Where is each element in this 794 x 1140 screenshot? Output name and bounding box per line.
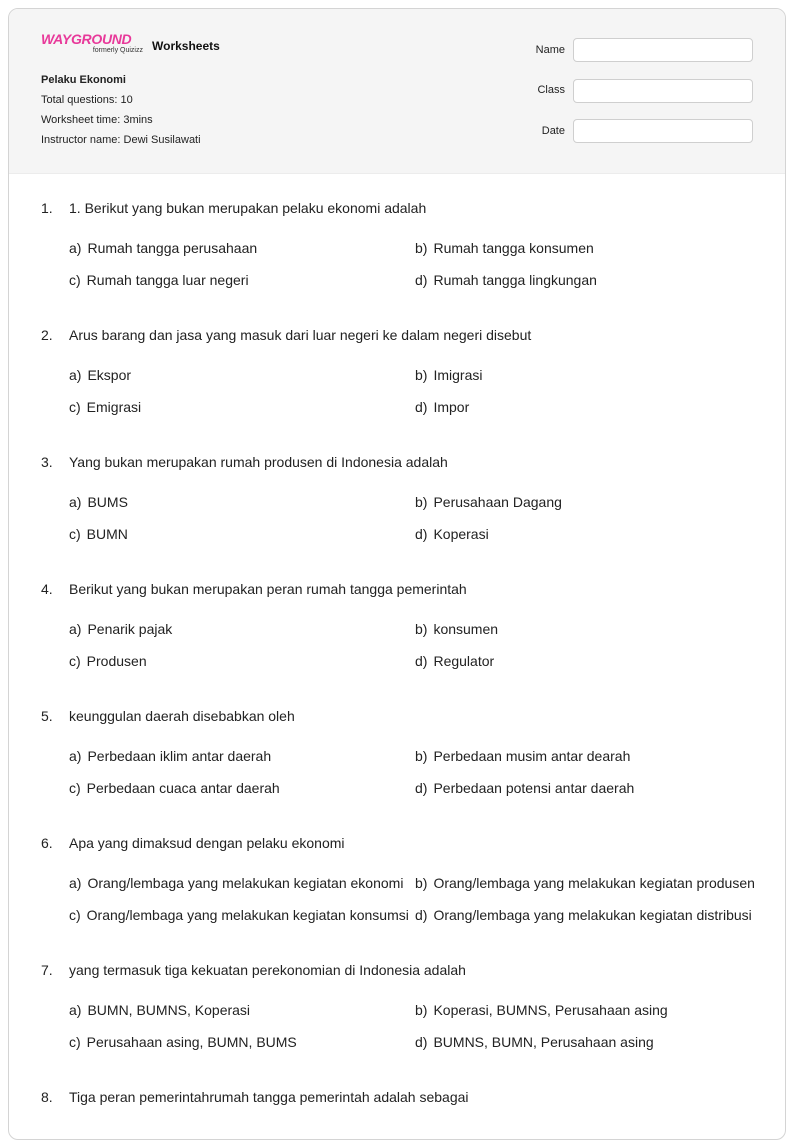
question-item — [9, 454, 785, 574]
class-field[interactable] — [573, 79, 753, 103]
answer-option — [69, 399, 141, 415]
worksheet-header — [9, 9, 785, 174]
option-letter: b) — [415, 1002, 428, 1018]
question-text: Yang bukan merupakan rumah produsen di Indonesia adalah — [69, 454, 448, 470]
answer-option — [415, 1034, 654, 1050]
answer-option — [415, 399, 469, 415]
option-text: Perbedaan cuaca antar daerah — [86, 780, 280, 796]
worksheet-title: Pelaku Ekonomi — [41, 74, 126, 86]
question-item — [9, 200, 785, 320]
option-letter: d) — [415, 399, 428, 415]
answer-option — [69, 1034, 297, 1050]
worksheet-page — [8, 8, 786, 1140]
option-text: BUMNS, BUMN, Perusahaan asing — [433, 1034, 654, 1050]
answer-option — [415, 526, 489, 542]
option-text: konsumen — [433, 621, 499, 637]
option-text: Rumah tangga konsumen — [433, 240, 594, 256]
option-letter: d) — [415, 272, 428, 288]
question-number: 2. — [41, 327, 53, 343]
option-letter: b) — [415, 621, 428, 637]
answer-option — [69, 240, 257, 256]
question-item — [9, 581, 785, 701]
option-text: BUMN — [86, 526, 128, 542]
option-text: Perbedaan musim antar dearah — [433, 748, 631, 764]
option-letter: d) — [415, 907, 428, 923]
question-number: 5. — [41, 708, 53, 724]
class-label: Class — [537, 84, 565, 96]
question-number: 7. — [41, 962, 53, 978]
option-text: Rumah tangga lingkungan — [433, 272, 597, 288]
answer-option — [415, 272, 597, 288]
option-letter: a) — [69, 1002, 82, 1018]
option-text: Ekspor — [87, 367, 132, 383]
answer-option — [415, 748, 630, 764]
answer-option — [69, 272, 249, 288]
option-letter: b) — [415, 367, 428, 383]
question-text: 1. Berikut yang bukan merupakan pelaku ekonomi adalah — [69, 200, 427, 216]
question-text: yang termasuk tiga kekuatan perekonomian di Indonesia adalah — [69, 962, 466, 978]
option-text: Koperasi — [433, 526, 489, 542]
logo-subtitle: formerly Quizizz — [92, 47, 143, 54]
question-number: 8. — [41, 1089, 53, 1105]
option-letter: c) — [69, 780, 81, 796]
option-letter: c) — [69, 1034, 81, 1050]
instructor-name: Instructor name: Dewi Susilawati — [41, 134, 201, 146]
option-letter: b) — [415, 875, 428, 891]
option-text: Produsen — [86, 653, 147, 669]
question-text: Berikut yang bukan merupakan peran rumah tangga pemerintah — [69, 581, 467, 597]
option-text: Perusahaan Dagang — [433, 494, 562, 510]
name-field[interactable] — [573, 38, 753, 62]
date-label: Date — [541, 125, 565, 137]
option-letter: a) — [69, 494, 82, 510]
question-number: 4. — [41, 581, 53, 597]
question-item — [9, 1089, 785, 1140]
answer-option — [69, 748, 271, 764]
total-questions: Total questions: 10 — [41, 94, 133, 106]
question-text: Tiga peran pemerintahrumah tangga pemerintah adalah sebagai — [69, 1089, 469, 1105]
answer-option — [415, 367, 482, 383]
worksheet-time: Worksheet time: 3mins — [41, 114, 153, 126]
option-letter: a) — [69, 748, 82, 764]
answer-option — [415, 240, 594, 256]
option-letter: b) — [415, 240, 428, 256]
option-letter: d) — [415, 653, 428, 669]
answer-option — [415, 653, 494, 669]
option-text: Regulator — [433, 653, 495, 669]
option-text: Perbedaan iklim antar daerah — [87, 748, 272, 764]
answer-option — [415, 780, 634, 796]
answer-option — [69, 875, 403, 891]
answer-option — [415, 1002, 668, 1018]
answer-option — [415, 907, 752, 923]
option-letter: b) — [415, 494, 428, 510]
option-letter: a) — [69, 621, 82, 637]
question-item — [9, 835, 785, 955]
option-letter: a) — [69, 875, 82, 891]
option-letter: c) — [69, 653, 81, 669]
option-text: Orang/lembaga yang melakukan kegiatan konsumsi — [86, 907, 409, 923]
answer-option — [69, 526, 128, 542]
option-text: Koperasi, BUMNS, Perusahaan asing — [433, 1002, 668, 1018]
option-letter: a) — [69, 240, 82, 256]
answer-option — [69, 621, 172, 637]
option-letter: b) — [415, 748, 428, 764]
answer-option — [69, 367, 131, 383]
question-item — [9, 962, 785, 1082]
answer-option — [69, 494, 128, 510]
question-number: 1. — [41, 200, 53, 216]
name-label: Name — [535, 44, 565, 56]
option-text: Perusahaan asing, BUMN, BUMS — [86, 1034, 297, 1050]
option-letter: c) — [69, 399, 81, 415]
option-letter: d) — [415, 526, 428, 542]
option-text: Rumah tangga perusahaan — [87, 240, 258, 256]
question-number: 3. — [41, 454, 53, 470]
question-item — [9, 327, 785, 447]
question-item — [9, 708, 785, 828]
option-letter: d) — [415, 1034, 428, 1050]
option-letter: a) — [69, 367, 82, 383]
answer-option — [69, 1002, 250, 1018]
option-text: Impor — [433, 399, 470, 415]
option-letter: c) — [69, 526, 81, 542]
option-text: Rumah tangga luar negeri — [86, 272, 249, 288]
answer-option — [69, 653, 147, 669]
question-text: Arus barang dan jasa yang masuk dari luar negeri ke dalam negeri disebut — [69, 327, 532, 343]
option-text: BUMN, BUMNS, Koperasi — [87, 1002, 251, 1018]
option-letter: c) — [69, 272, 81, 288]
option-letter: c) — [69, 907, 81, 923]
answer-option — [69, 780, 280, 796]
option-text: Orang/lembaga yang melakukan kegiatan produsen — [433, 875, 755, 891]
date-field[interactable] — [573, 119, 753, 143]
logo-wordmark: WAYGROUND — [41, 31, 132, 47]
option-text: Perbedaan potensi antar daerah — [433, 780, 635, 796]
option-text: Imigrasi — [433, 367, 483, 383]
answer-option — [415, 875, 755, 891]
option-text: Orang/lembaga yang melakukan kegiatan distribusi — [433, 907, 752, 923]
option-letter: d) — [415, 780, 428, 796]
answer-option — [69, 907, 409, 923]
question-number: 6. — [41, 835, 53, 851]
question-text: Apa yang dimaksud dengan pelaku ekonomi — [69, 835, 345, 851]
option-text: Penarik pajak — [87, 621, 173, 637]
answer-option — [415, 621, 498, 637]
wayground-logo — [41, 31, 145, 59]
option-text: Emigrasi — [86, 399, 142, 415]
app-name: Worksheets — [152, 39, 220, 53]
option-text: BUMS — [87, 494, 128, 510]
option-text: Orang/lembaga yang melakukan kegiatan ekonomi — [87, 875, 404, 891]
question-text: keunggulan daerah disebabkan oleh — [69, 708, 295, 724]
answer-option — [415, 494, 562, 510]
